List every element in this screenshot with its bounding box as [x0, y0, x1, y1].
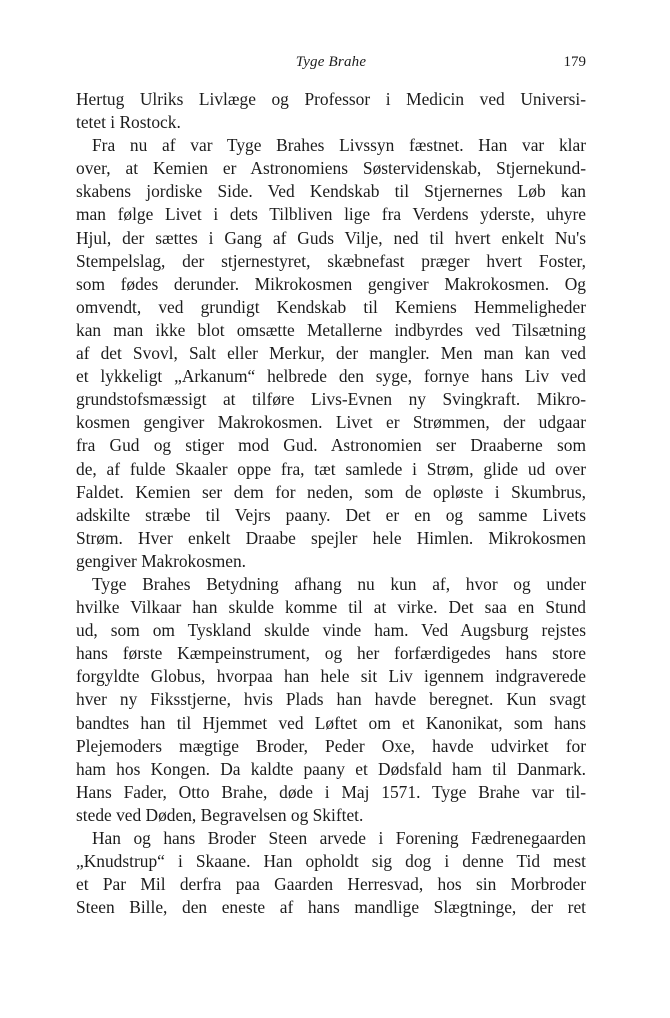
page-header	[76, 54, 586, 78]
text-line: Tyge Brahes Betydning afhang nu kun af, hvor og under	[92, 573, 586, 594]
text-line: Strøm. Hver enkelt Draabe spejler hele Himlen. Mikrokosmen	[76, 527, 586, 548]
running-title: Tyge Brahe	[295, 54, 367, 70]
text-line: hans første Kæmpeinstrument, og her forfærdigedes hans store	[76, 643, 586, 664]
text-line: kosmen gengiver Makrokosmen. Livet er Strømmen, der udgaar	[76, 412, 586, 433]
text-line: Steen Bille, den eneste af hans mandlige Slægtninge, der ret	[76, 897, 586, 918]
text-line: et Par Mil derfra paa Gaarden Herresvad, hos sin Morbroder	[76, 874, 586, 895]
text-line: bandtes han til Hjemmet ved Løftet om et Kanonikat, som hans	[76, 712, 586, 733]
text-line: fra Gud og stiger mod Gud. Astronomien ser Draaberne som	[76, 435, 586, 456]
text-line: stede ved Døden, Begravelsen og Skiftet.	[76, 804, 364, 825]
text-line: adskilte stræbe til Vejrs paany. Det er en og samme Livets	[76, 504, 586, 525]
text-line: gengiver Makrokosmen.	[76, 550, 247, 571]
text-line: Stempelslag, der stjernestyret, skæbnefast præger hvert Foster,	[76, 250, 586, 271]
text-line: Hertug Ulriks Livlæge og Professor i Medicin ved Universi-	[76, 89, 586, 109]
text-line: grundstofsmæssigt at tilføre Livs-Evnen ny Svingkraft. Mikro-	[76, 389, 586, 410]
text-line: de, af fulde Skaaler oppe fra, tæt samlede i Strøm, glide ud over	[76, 458, 586, 479]
text-line: Plejemoders mægtige Broder, Peder Oxe, havde udvirket for	[76, 735, 586, 756]
text-line: skabens jordiske Side. Ved Kendskab til Stjernernes Løb kan	[76, 181, 586, 202]
text-line: som fødes derunder. Mikrokosmen gengiver Makrokosmen. Og	[76, 273, 586, 294]
text-line: Fra nu af var Tyge Brahes Livssyn fæstnet. Han var klar	[92, 135, 586, 156]
text-line: forgyldte Globus, hvorpaa han hele sit Liv igennem indgraverede	[76, 666, 586, 687]
text-line: hver ny Fiksstjerne, hvis Plads han havde beregnet. Kun svagt	[76, 689, 586, 710]
text-line: Hans Fader, Otto Brahe, døde i Maj 1571. Tyge Brahe var til-	[76, 781, 586, 802]
text-line: kan man ikke blot omsætte Metallerne indbyrdes ved Tilsætning	[76, 319, 586, 340]
text-line: hvilke Vilkaar han skulde komme til at virke. Det saa en Stund	[76, 597, 586, 618]
text-line: Han og hans Broder Steen arvede i Forening Fædrenegaarden	[92, 828, 586, 848]
text-line: Hjul, der sættes i Gang af Guds Vilje, ned til hvert enkelt Nu's	[76, 227, 586, 248]
text-line: man følge Livet i dets Tilbliven lige fra Verdens yderste, uhyre	[76, 204, 586, 225]
body-text	[76, 88, 586, 919]
text-line: Faldet. Kemien ser dem for neden, som de opløste i Skumbrus,	[76, 481, 586, 502]
text-line: „Knudstrup“ i Skaane. Han opholdt sig dog i denne Tid mest	[76, 851, 586, 872]
text-line: omvendt, ved grundigt Kendskab til Kemiens Hemmeligheder	[76, 296, 586, 317]
text-line: over, at Kemien er Astronomiens Søstervidenskab, Stjernekund-	[76, 158, 586, 179]
text-line: et lykkeligt „Arkanum“ helbrede den syge, fornye hans Liv ved	[76, 366, 586, 387]
text-line: tetet i Rostock.	[76, 112, 181, 133]
text-line: af det Svovl, Salt eller Merkur, der mangler. Men man kan ved	[76, 343, 586, 364]
text-line: ud, som om Tyskland skulde vinde ham. Ved Augsburg rejstes	[76, 620, 586, 641]
text-line: ham hos Kongen. Da kaldte paany et Dødsfald ham til Danmark.	[76, 758, 586, 779]
page-number: 179	[563, 54, 586, 70]
